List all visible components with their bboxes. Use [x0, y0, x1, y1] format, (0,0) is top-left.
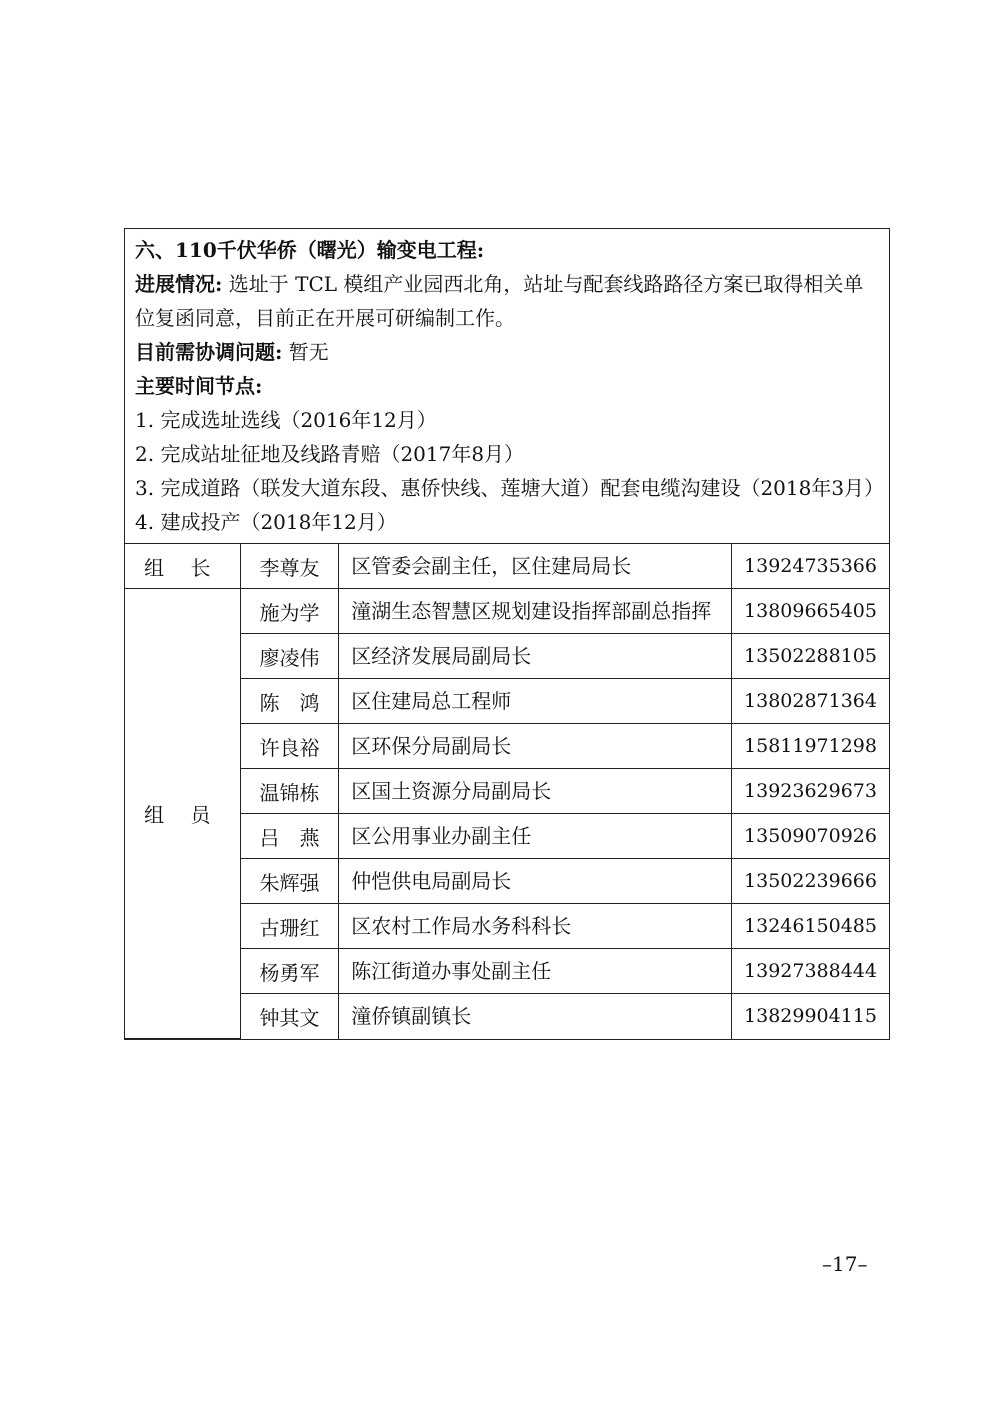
member-row [125, 679, 889, 724]
member-role-cell: 组 员 [125, 589, 240, 1039]
member-name: 许良裕 [240, 724, 339, 769]
member-name: 吕 燕 [240, 814, 339, 859]
member-name: 施为学 [240, 589, 339, 634]
member-position: 区环保分局副局长 [339, 724, 732, 769]
member-name: 陈 鸿 [240, 679, 339, 724]
member-phone: 13509070926 [732, 814, 889, 859]
member-position: 潼湖生态智慧区规划建设指挥部副总指挥 [339, 589, 732, 634]
member-row [125, 994, 889, 1039]
member-position: 区公用事业办副主任 [339, 814, 732, 859]
member-row [125, 814, 889, 859]
member-position: 仲恺供电局副局长 [339, 859, 732, 904]
milestone-item: 4. 建成投产（2018年12月） [135, 510, 397, 534]
leader-role-cell: 组 长 [125, 544, 240, 589]
issues-text: 暂无 [282, 340, 329, 364]
member-row [125, 589, 889, 634]
member-position: 区经济发展局副局长 [339, 634, 732, 679]
member-position: 潼侨镇副镇长 [339, 994, 732, 1039]
member-phone: 13923629673 [732, 769, 889, 814]
progress-text: 选址于 TCL 模组产业园西北角，站址与配套线路路径方案已取得相关单位复函同意，目前正在开展可研编制工作。 [135, 272, 864, 330]
member-row [125, 859, 889, 904]
member-name: 杨勇军 [240, 949, 339, 994]
project-info [125, 229, 889, 543]
milestone-item: 1. 完成选址选线（2016年12月） [135, 408, 437, 432]
roster-table [125, 543, 889, 1039]
leader-phone: 13924735366 [732, 544, 889, 589]
leader-position: 区管委会副主任，区住建局局长 [339, 544, 732, 589]
progress-paragraph [135, 267, 879, 335]
milestones-label: 主要时间节点: [135, 374, 263, 398]
leader-name: 李尊友 [240, 544, 339, 589]
project-frame [124, 228, 890, 1040]
member-phone: 13927388444 [732, 949, 889, 994]
issues-label: 目前需协调问题: [135, 340, 283, 364]
member-row [125, 949, 889, 994]
milestone-item: 3. 完成道路（联发大道东段、惠侨快线、莲塘大道）配套电缆沟建设（2018年3月） [135, 476, 885, 500]
member-name: 钟其文 [240, 994, 339, 1039]
member-phone: 15811971298 [732, 724, 889, 769]
member-phone: 13809665405 [732, 589, 889, 634]
member-position: 区国土资源分局副局长 [339, 769, 732, 814]
member-row [125, 904, 889, 949]
member-phone: 13246150485 [732, 904, 889, 949]
issues-paragraph [135, 335, 879, 369]
milestone-item: 2. 完成站址征地及线路青赔（2017年8月） [135, 442, 525, 466]
member-phone: 13502239666 [732, 859, 889, 904]
project-title: 六、110千伏华侨（曙光）输变电工程: [135, 238, 485, 262]
member-row [125, 634, 889, 679]
page-number: –17– [822, 1252, 868, 1276]
member-position: 区农村工作局水务科科长 [339, 904, 732, 949]
progress-label: 进展情况: [135, 272, 223, 296]
member-position: 区住建局总工程师 [339, 679, 732, 724]
member-phone: 13829904115 [732, 994, 889, 1039]
member-name: 廖凌伟 [240, 634, 339, 679]
member-name: 朱辉强 [240, 859, 339, 904]
member-row [125, 724, 889, 769]
member-position: 陈江街道办事处副主任 [339, 949, 732, 994]
member-name: 温锦栋 [240, 769, 339, 814]
member-row [125, 769, 889, 814]
member-phone: 13802871364 [732, 679, 889, 724]
leader-row [125, 544, 889, 589]
member-name: 古珊红 [240, 904, 339, 949]
member-phone: 13502288105 [732, 634, 889, 679]
